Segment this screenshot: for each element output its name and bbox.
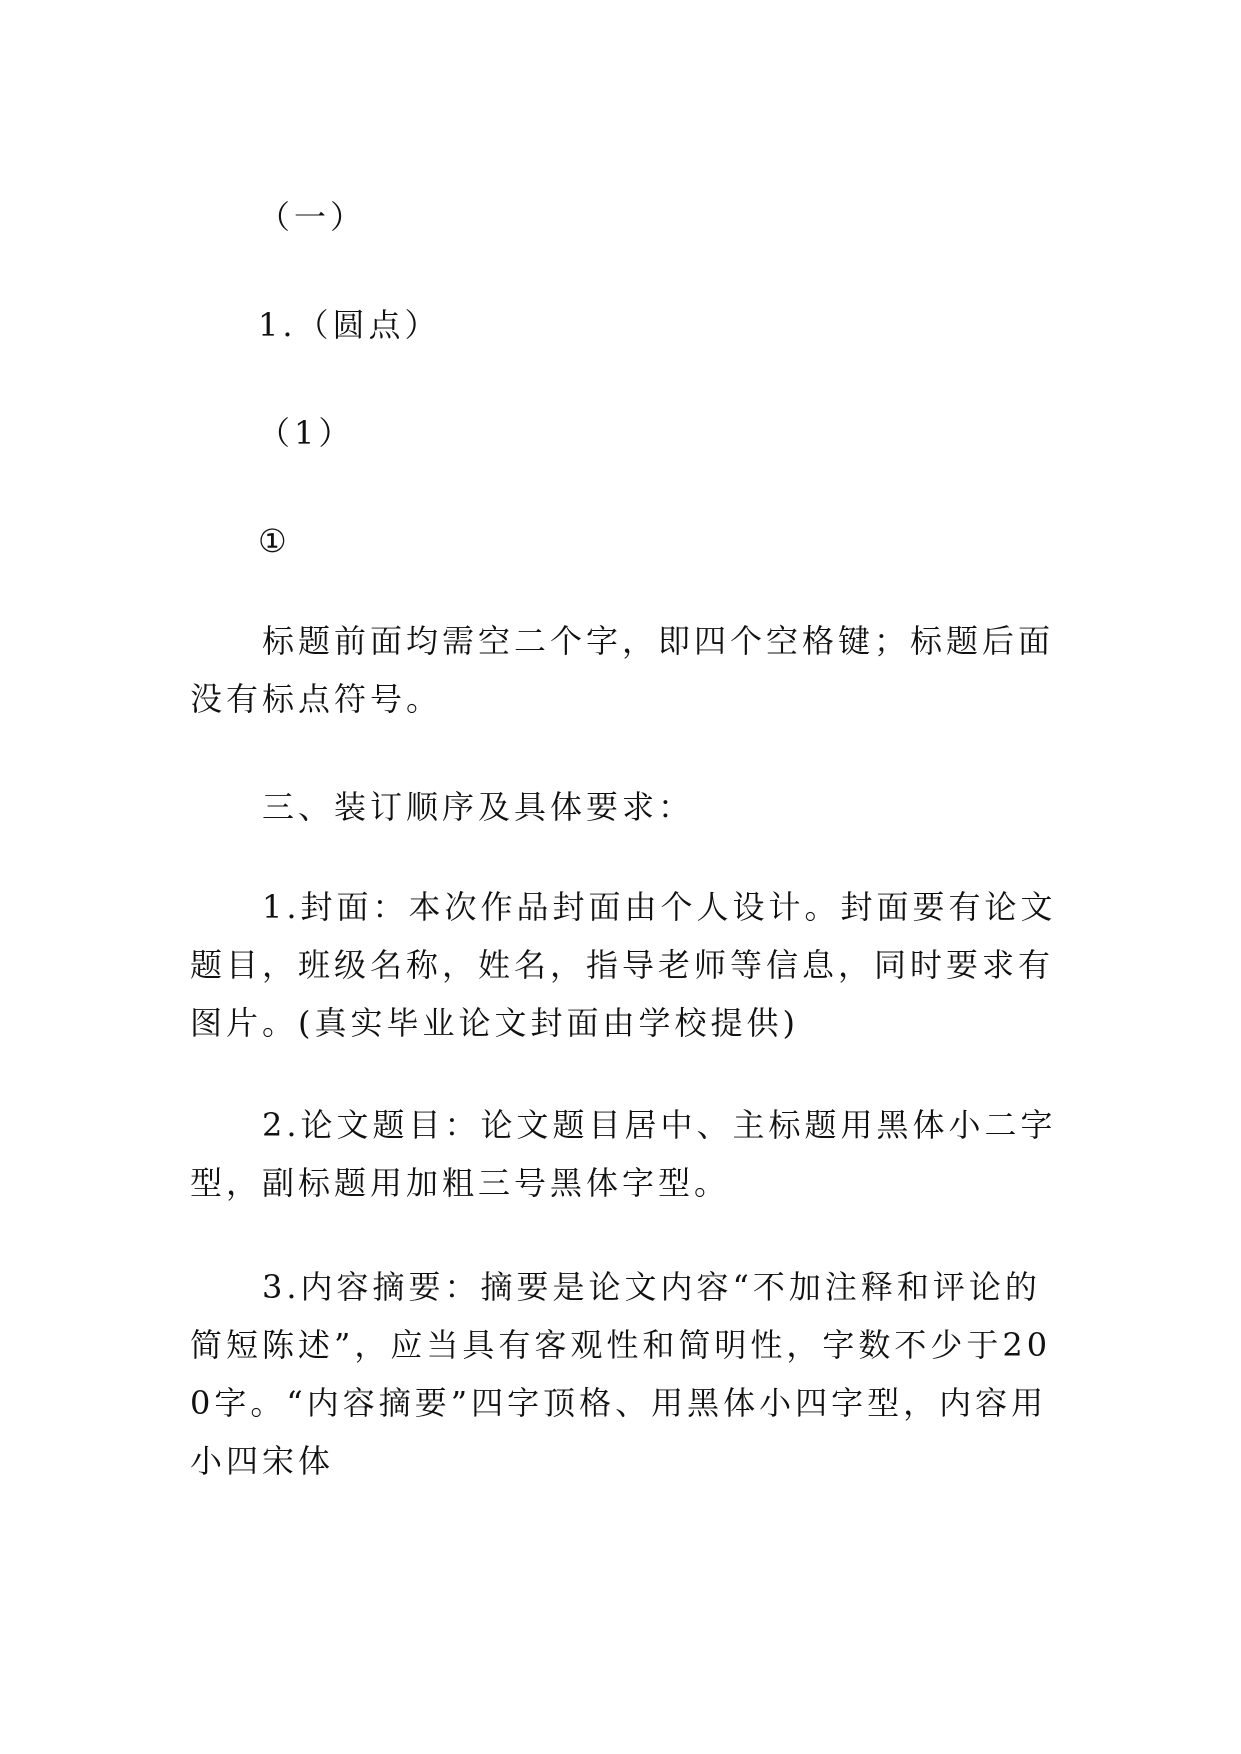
heading-level-2-example: 1.（圆点） bbox=[258, 306, 441, 344]
cover-requirement-paragraph: 1.封面：本次作品封面由个人设计。封面要有论文题目，班级名称，姓名，指导老师等信息，同时要求有图片。(真实毕业论文封面由学校提供) bbox=[190, 888, 1057, 1042]
section-three-heading: 三、装订顺序及具体要求： bbox=[190, 788, 695, 826]
thesis-title-requirement-paragraph: 2.论文题目：论文题目居中、主标题用黑体小二字型，副标题用加粗三号黑体字型。 bbox=[190, 1106, 1057, 1202]
abstract-requirement-paragraph: 3.内容摘要：摘要是论文内容“不加注释和评论的简短陈述”，应当具有客观性和简明性，字数不少于200字。“内容摘要”四字顶格、用黑体小四字型，内容用小四宋体 bbox=[190, 1268, 1052, 1480]
title-rule-paragraph: 标题前面均需空二个字，即四个空格键；标题后面没有标点符号。 bbox=[190, 622, 1055, 718]
heading-level-3-example: （1） bbox=[258, 414, 355, 452]
heading-level-1-example: （一） bbox=[258, 198, 367, 236]
heading-level-4-example: ① bbox=[258, 522, 291, 560]
